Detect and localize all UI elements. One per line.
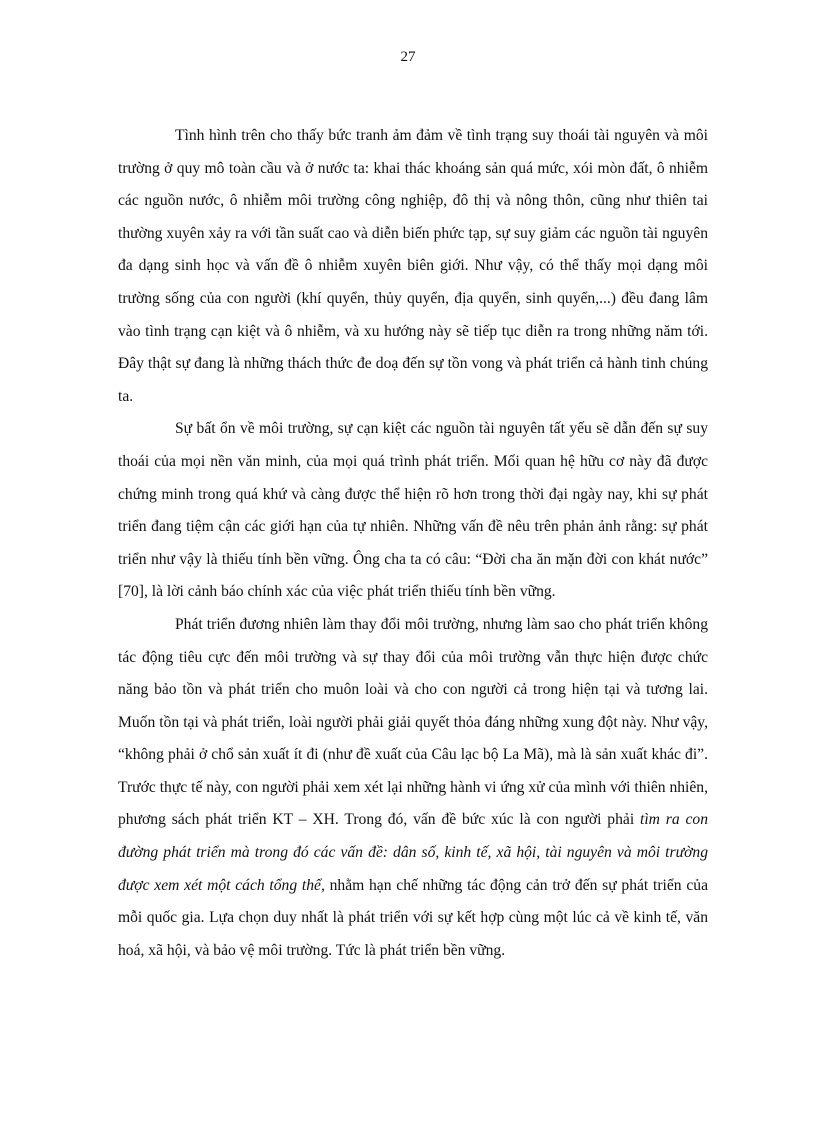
paragraph-2-text: Sự bất ổn về môi trường, sự cạn kiệt các nguồn tài nguyên tất yếu sẽ dẫn đến sự suy thoái của mọi nền văn minh, của mọi quá trình phát triển. Mối quan hệ hữu cơ này đã được chứng minh trong quá khứ và càng được thể hiện rõ hơn trong thời đại ngày nay, khi sự phát triển đang tiệm cận các giới hạn của tự nhiên. Những vấn đề nêu trên phản ảnh rằng: sự phát triển như vậy là thiếu tính bền vững. Ông cha ta có câu: “Đời cha ăn mặn đời con khát nước” [70], là lời cảnh báo chính xác của việc phát triển thiếu tính bền vững. [118, 420, 708, 601]
paragraph-3-text-start: Phát triển đương nhiên làm thay đổi môi trường, nhưng làm sao cho phát triển không tác động tiêu cực đến môi trường và sự thay đổi của môi trường vẫn thực hiện được chức năng bảo tồn và phát triển cho muôn loài và cho con người cả trong hiện tại và tương lai. Muốn tồn tại và phát triển, loài người phải giải quyết thỏa đáng những xung đột này. Như vậy, “không phải ở chổ sản xuất ít đi (như đề xuất của Câu lạc bộ La Mã), mà là sản xuất khác đi”. Trước thực tế này, con người phải xem xét lại những hành vi ứng xử của mình với thiên nhiên, phương sách phát triển KT – XH. Trong đó, vấn đề bức xúc là con người phải [118, 615, 708, 829]
body-text [118, 120, 708, 967]
paragraph-3 [118, 609, 708, 968]
paragraph-1-text: Tình hình trên cho thấy bức tranh ảm đảm về tình trạng suy thoái tài nguyên và môi trường ở quy mô toàn cầu và ở nước ta: khai thác khoáng sản quá mức, xói mòn đất, ô nhiễm các nguồn nước, ô nhiễm môi trường công nghiệp, đô thị và nông thôn, cũng như thiên tai thường xuyên xảy ra với tần suất cao và diễn biến phức tạp, sự suy giảm các nguồn tài nguyên đa dạng sinh học và vấn đề ô nhiễm xuyên biên giới. Như vậy, có thể thấy mọi dạng môi trường sống của con người (khí quyển, thủy quyển, địa quyển, sinh quyển,...) đều đang lâm vào tình trạng cạn kiệt và ô nhiễm, và xu hướng này sẽ tiếp tục diễn ra trong những năm tới. Đây thật sự đang là những thách thức đe doạ đến sự tồn vong và phát triển cả hành tinh chúng ta. [118, 127, 708, 405]
paragraph-3-emphasis: tìm ra con đường phát triển mà trong đó các vấn đề: dân số, kinh tế, xã hội, tài nguyên và môi trường được xem xét một cách tổng thể, [118, 811, 708, 894]
page-number: 27 [400, 49, 416, 65]
paragraph-3-text-end: nhằm hạn chế những tác động cản trở đến sự phát triển của mỗi quốc gia. Lựa chọn duy nhất là phát triển với sự kết hợp cùng một lúc cả về kinh tế, văn hoá, xã hội, và bảo vệ môi trường. Tức là phát triển bền vững. [118, 876, 708, 959]
paragraph-1 [118, 120, 708, 413]
paragraph-2 [118, 413, 708, 609]
